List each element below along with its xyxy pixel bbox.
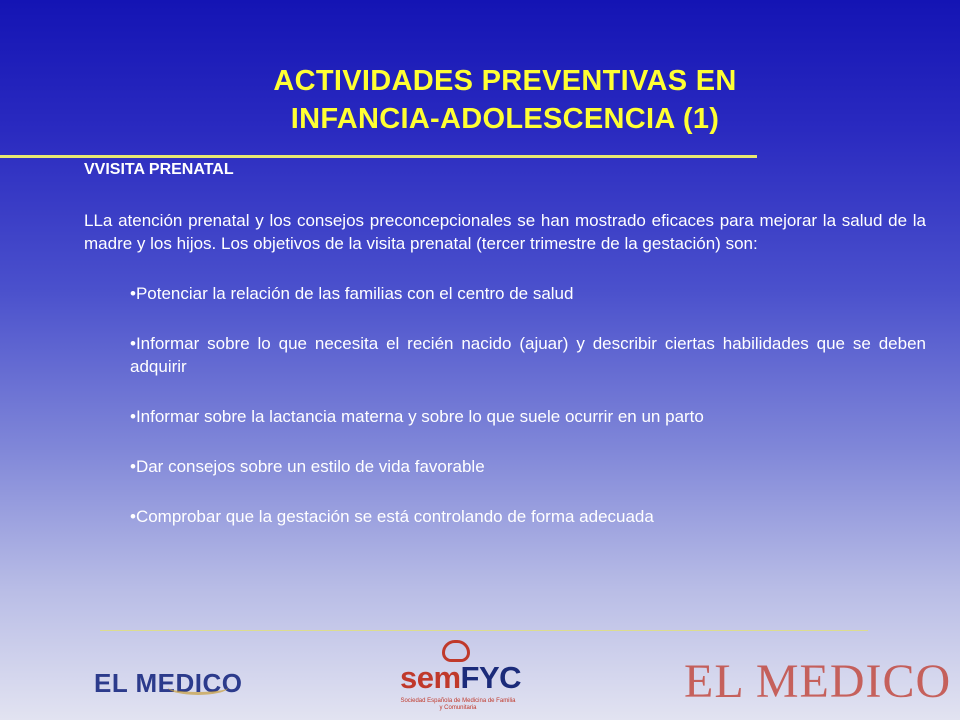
slide-title [0, 62, 960, 138]
intro-paragraph: LLa atención prenatal y los consejos preconcepcionales se han mostrado eficaces para mejorar la salud de la madre y los hijos. Los objetivos de la visita prenatal (tercer trimestre de la gestación) son: [84, 211, 926, 253]
list-item: •Comprobar que la gestación se está controlando de forma adecuada [130, 507, 654, 526]
semfyc-emblem-icon [442, 640, 470, 662]
section-heading: VVISITA PRENATAL [84, 161, 234, 178]
objectives-list [84, 282, 926, 528]
list-item: •Informar sobre lo que necesita el recién nacido (ajuar) y describir ciertas habilidades que se deben adquirir [130, 334, 926, 376]
semfyc-brand [400, 660, 521, 696]
slide-title-line-2: INFANCIA-ADOLESCENCIA (1) [290, 103, 720, 135]
el-medico-logo-left-text: EL MEDICO [94, 668, 243, 698]
list-item: •Potenciar la relación de las familias con el centro de salud [130, 284, 574, 303]
semfyc-brand-prefix: sem [400, 660, 461, 695]
el-medico-logo-right: EL MEDICO [684, 655, 952, 708]
list-item: •Informar sobre la lactancia materna y sobre lo que suele ocurrir en un parto [130, 407, 704, 426]
footer-divider [100, 630, 868, 631]
semfyc-logo [396, 640, 520, 716]
list-item: •Dar consejos sobre un estilo de vida favorable [130, 457, 485, 476]
slide-body [84, 158, 926, 528]
semfyc-subtitle: Sociedad Española de Medicina de Familia y Comunitaria [400, 698, 516, 711]
semfyc-brand-suffix: FYC [460, 660, 522, 695]
slide-title-line-1: ACTIVIDADES PREVENTIVAS EN [273, 65, 737, 97]
el-medico-logo-left [94, 668, 242, 699]
swoosh-decoration [168, 680, 228, 695]
